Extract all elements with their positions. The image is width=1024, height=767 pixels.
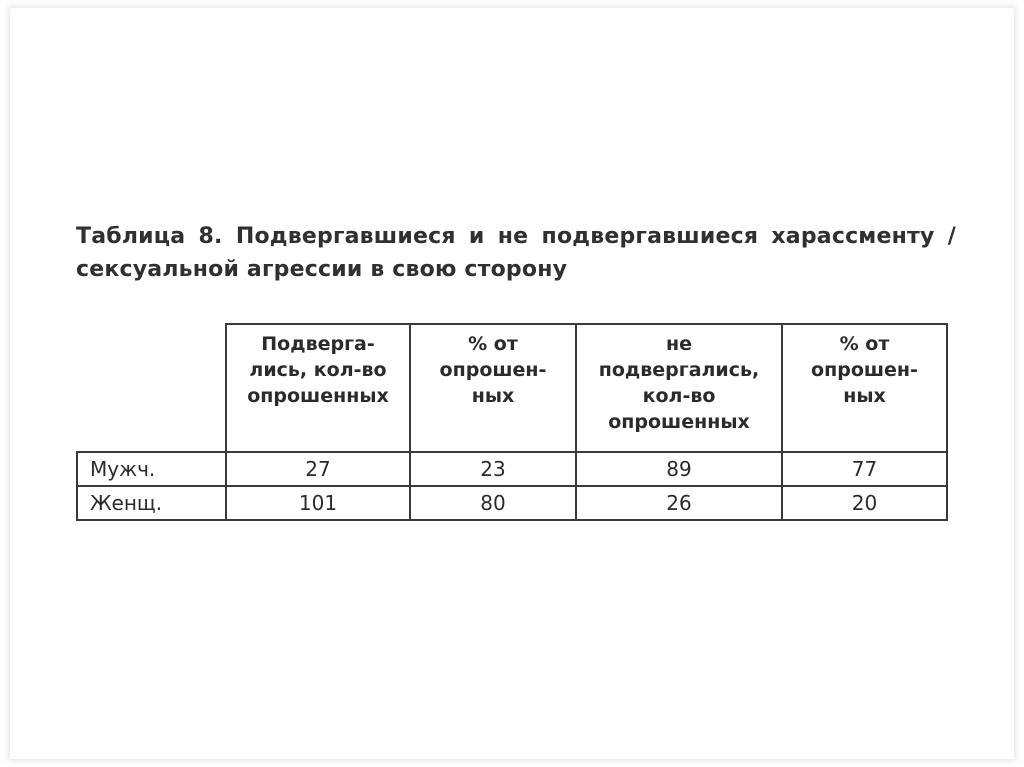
cell-men-exposed-percent: 23: [410, 452, 576, 486]
data-table: [76, 323, 948, 521]
row-label-men: Мужч.: [77, 452, 226, 486]
cell-men-exposed-count: 27: [226, 452, 410, 486]
caption-line-1: Таблица 8. Подвергавшиеся и не подвергавшиеся харассменту /: [76, 224, 956, 249]
column-header-exposed-count: Подверга- лись, кол-во опрошенных: [226, 324, 410, 452]
column-header-exposed-percent: % от опрошен- ных: [410, 324, 576, 452]
cell-women-exposed-percent: 80: [410, 486, 576, 520]
row-label-women: Женщ.: [77, 486, 226, 520]
table-row-women: [77, 486, 947, 520]
column-header-not-exposed-count: не подвергались, кол-во опрошенных: [576, 324, 782, 452]
table-row-men: [77, 452, 947, 486]
table-header-row: [77, 324, 947, 452]
column-header-not-exposed-percent: % от опрошен- ных: [782, 324, 947, 452]
cell-women-not-exposed-percent: 20: [782, 486, 947, 520]
cell-men-not-exposed-percent: 77: [782, 452, 947, 486]
cell-women-exposed-count: 101: [226, 486, 410, 520]
corner-cell: [77, 324, 226, 452]
cell-women-not-exposed-count: 26: [576, 486, 782, 520]
table-caption: [76, 220, 956, 286]
caption-line-2: сексуальной агрессии в свою сторону: [76, 257, 568, 282]
cell-men-not-exposed-count: 89: [576, 452, 782, 486]
